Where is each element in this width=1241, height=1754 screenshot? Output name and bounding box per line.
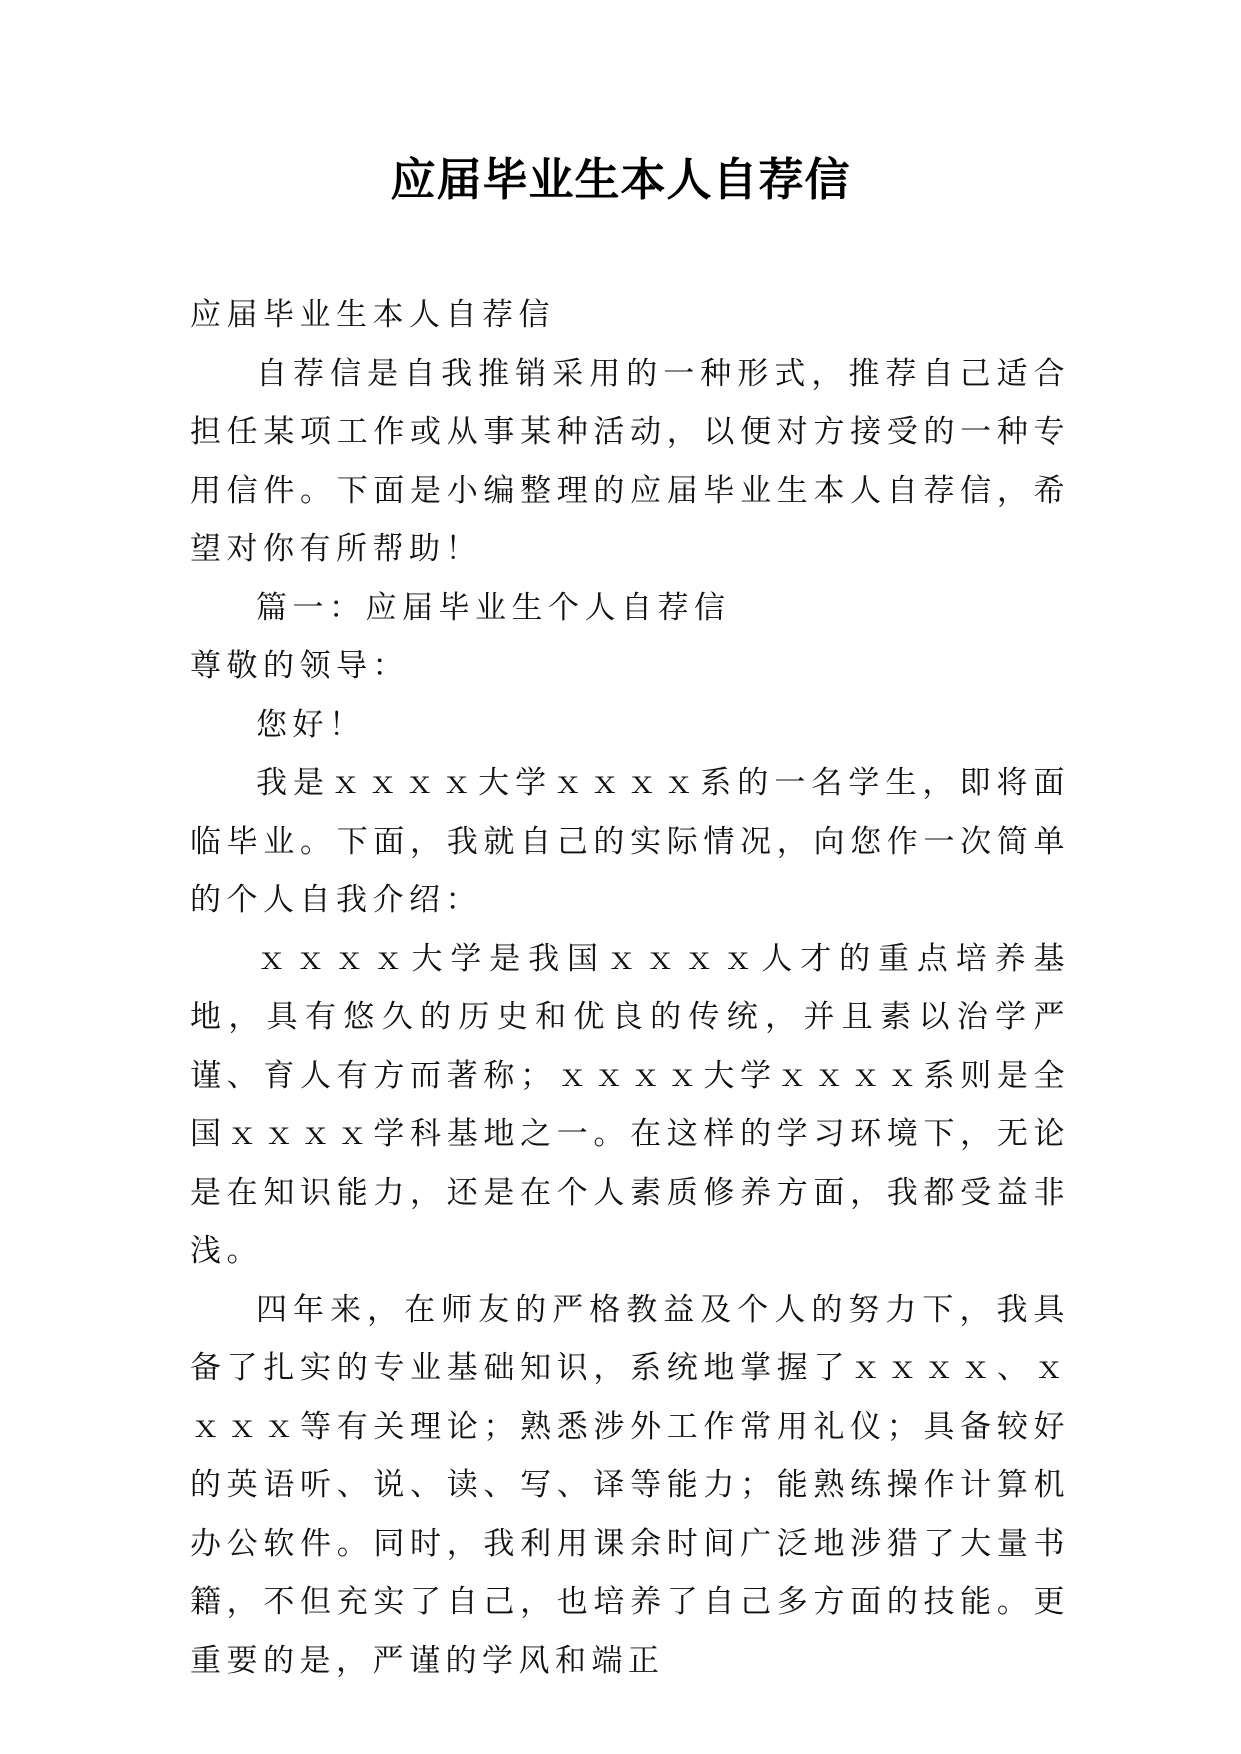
skills-paragraph: 四年来，在师友的严格教益及个人的努力下，我具备了扎实的专业基础知识，系统地掌握了ｘｘｘｘ、ｘｘｘｘ等有关理论；熟悉涉外工作常用礼仪；具备较好的英语听、说、读、写、译等能力；能熟练操作计算机办公软件。同时，我利用课余时间广泛地涉猎了大量书籍，不但充实了自己，也培养了自己多方面的技能。更重要的是，严谨的学风和端正 [190,1291,1070,1679]
greeting: 您好！ [256,706,366,743]
section-heading: 篇一：应届毕业生个人自荐信 [256,589,731,626]
self-intro-paragraph: 我是ｘｘｘｘ大学ｘｘｘｘ系的一名学生，即将面临毕业。下面，我就自己的实际情况，向您作一次简单的个人自我介绍： [190,765,1070,918]
salutation: 尊敬的领导： [190,648,409,684]
university-paragraph: ｘｘｘｘ大学是我国ｘｘｘｘ人才的重点培养基地，具有悠久的历史和优良的传统，并且素以治学严谨、育人有方而著称；ｘｘｘｘ大学ｘｘｘｘ系则是全国ｘｘｘｘ学科基地之一。在这样的学习环境下，无论是在知识能力，还是在个人素质修养方面，我都受益非浅。 [190,940,1070,1269]
subtitle-line: 应届毕业生本人自荐信 [190,297,555,333]
intro-paragraph: 自荐信是自我推销采用的一种形式，推荐自己适合担任某项工作或从事某种活动，以便对方接受的一种专用信件。下面是小编整理的应届毕业生本人自荐信，希望对你有所帮助！ [190,355,1070,567]
document-title: 应届毕业生本人自荐信 [390,153,851,206]
document-body [190,286,1070,1690]
